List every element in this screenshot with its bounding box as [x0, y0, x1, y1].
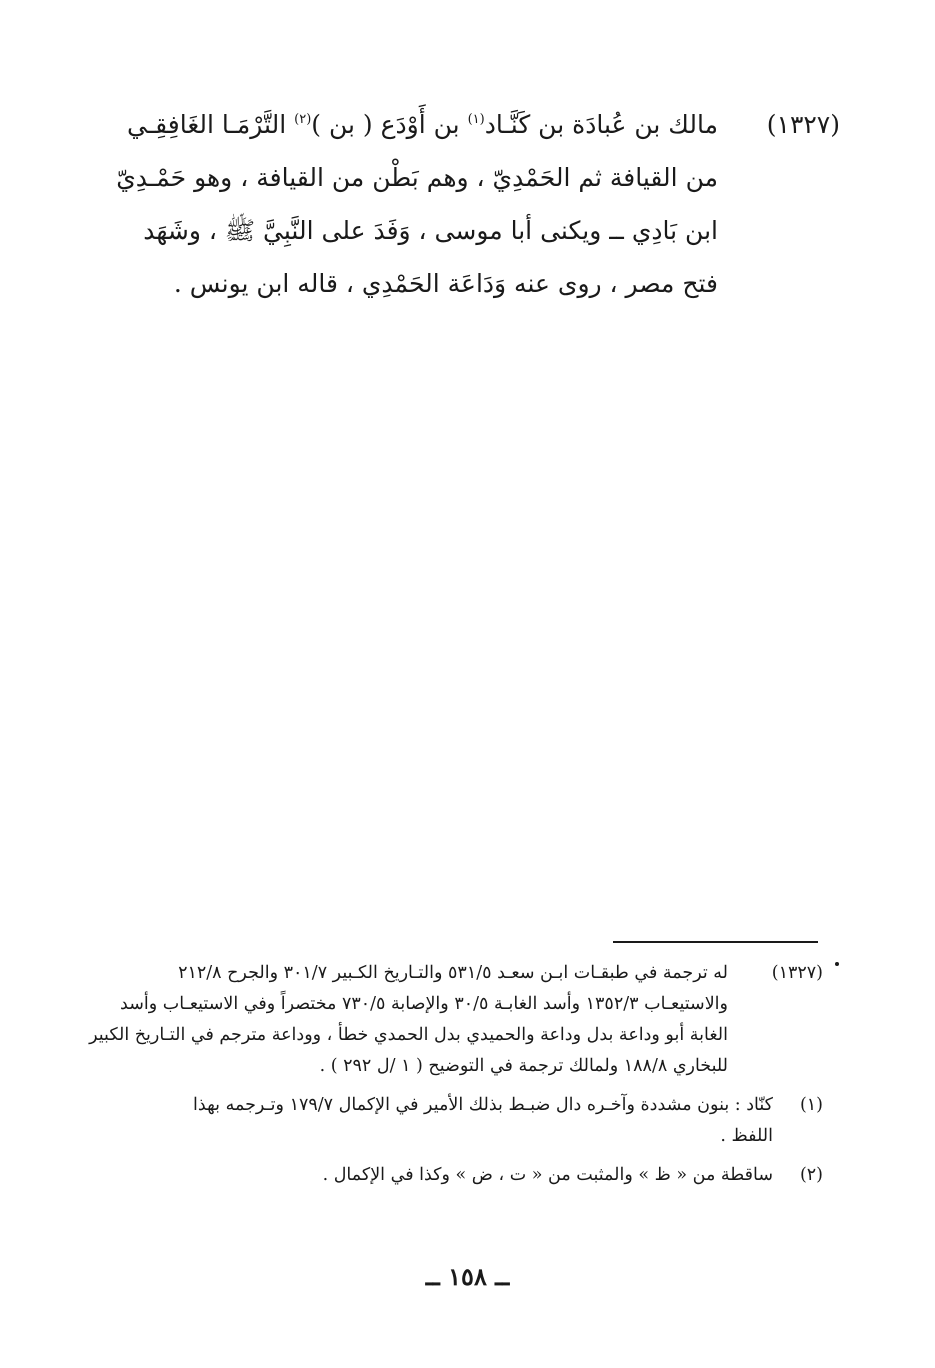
entry-line-3: ابن بَادِي ــ ويكنى أبا موسى ، وَفَدَ على النَّبِيَّ ﷺ ، وشَهَد [143, 216, 718, 245]
entry-line-2: من القيافة ثم الحَمْدِيّ ، وهم بَطْن من القيافة ، وهو حَمْـدِيّ [116, 163, 718, 192]
footnote-2 [78, 1160, 823, 1191]
footnote-entry [78, 958, 823, 1082]
footnote-entry-line-4: للبخاري ١٨٨/٨ ولمالك ترجمة في التوضيح ( ١ /ل ٢٩٢ ) . [319, 1056, 728, 1076]
entry-line-4: فتح مصر ، روى عنه وَدَاعَة الحَمْدِي ، قاله ابن يونس . [173, 269, 718, 298]
footnote-entry-line-1: له ترجمة في طبقـات ابـن سعـد ٥٣١/٥ والتـاريخ الكـبير ٣٠١/٧ والجرح ٢١٢/٨ [178, 963, 728, 983]
page-number: ــ ١٥٨ ــ [425, 1262, 510, 1291]
entry-text [116, 98, 810, 310]
footnote-1-number: (١) [799, 1095, 823, 1115]
entry-line-1: مالك بن عُبادَة بن كَنَّـاد$^{(١)}$ بن أَوْدَع ( بن )$^{(٢)}$ التَّرْمَـا الغَافِقِـي [126, 110, 718, 139]
footnote-entry-line-3: الغابة أبو وداعة بدل وداعة والحميدي بدل الحمدي خطأ ، ووداعة مترجم في التـاريخ الكبير [89, 1025, 728, 1045]
footnote-1 [78, 1090, 823, 1152]
footnote-entry-line-2: والاستيعـاب ١٣٥٢/٣ وأسد الغابـة ٣٠/٥ والإصابة ٧٣٠/٥ مختصراً وفي الاستيعـاب وأسد [120, 994, 728, 1014]
footnote-1-line-2: اللفظ . [720, 1126, 773, 1146]
footnote-2-line-1: ساقطة من « ظ » والمثبت من « ت ، ض » وكذا في الإكمال . [322, 1165, 773, 1185]
footnotes [78, 958, 823, 1199]
footnote-separator [613, 941, 818, 943]
footnote-2-number: (٢) [799, 1165, 823, 1185]
margin-dot [835, 962, 839, 966]
footnote-entry-number: (١٣٢٧) [771, 963, 823, 983]
footnote-1-line-1: كنّاد : بنون مشددة وآخـره دال ضبـط بذلك الأمير في الإكمال ١٧٩/٧ وتـرجمه بهذا [193, 1095, 773, 1115]
